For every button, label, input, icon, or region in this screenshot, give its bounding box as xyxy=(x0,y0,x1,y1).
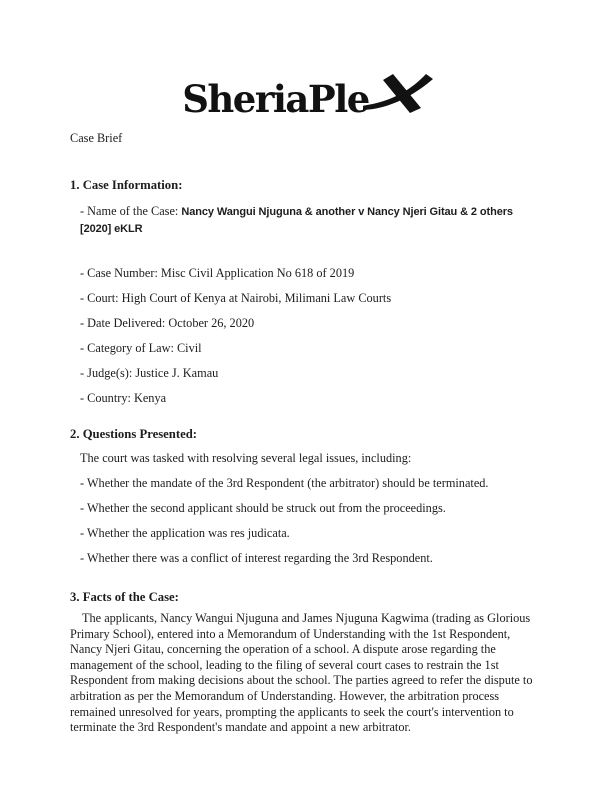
judges-line: - Judge(s): Justice J. Kamau xyxy=(80,366,219,380)
question-line-4: - Whether there was a conflict of interest regarding the 3rd Respondent. xyxy=(80,551,433,565)
question-line-1: - Whether the mandate of the 3rd Respondent (the arbitrator) should be terminated. xyxy=(80,476,489,490)
question-line-3: - Whether the application was res judicata. xyxy=(80,526,290,540)
sheriaplex-logo xyxy=(70,74,545,121)
country-line: - Country: Kenya xyxy=(80,391,167,405)
question-line-2: - Whether the second applicant should be struck out from the proceedings. xyxy=(80,501,446,515)
logo-x-icon xyxy=(363,71,433,117)
case-name-label: - Name of the Case: xyxy=(80,204,182,218)
case-number-line: - Case Number: Misc Civil Application No 618 of 2019 xyxy=(80,266,355,280)
case-information-heading: 1. Case Information: xyxy=(70,178,183,192)
section-facts-of-the-case xyxy=(70,589,545,736)
court-line: - Court: High Court of Kenya at Nairobi, Milimani Law Courts xyxy=(80,291,392,305)
questions-intro-line: The court was tasked with resolving several legal issues, including: xyxy=(80,451,412,465)
section-questions-presented xyxy=(70,426,545,566)
date-delivered-line: - Date Delivered: October 26, 2020 xyxy=(80,316,255,330)
questions-presented-heading: 2. Questions Presented: xyxy=(70,427,197,441)
section-case-information xyxy=(70,177,545,406)
facts-paragraph: The applicants, Nancy Wangui Njuguna and James Njuguna Kagwima (trading as Glorious Primary School), entered into a Memorandum of Understanding with the 1st Respondent, Nancy Njeri Gitau, concerning the operation of a school. A dispute arose regarding the management of the school, leading to the filing of several court cases to restrain the 1st Respondent from making decisions about the school. The parties agreed to refer the dispute to arbitration as per the Memorandum of Understanding. However, the arbitration process remained unresolved for years, prompting the applicants to seek the court's intervention to terminate the 3rd Respondent's mandate and appoint a new arbitrator. xyxy=(70,611,533,735)
facts-heading: 3. Facts of the Case: xyxy=(70,590,179,604)
doc-type-label: Case Brief xyxy=(70,131,123,145)
case-name-value: Nancy Wangui Njuguna & another v Nancy Njeri Gitau & 2 others [2020] eKLR xyxy=(80,206,513,235)
logo-wordmark: SheriaPle xyxy=(182,77,369,121)
category-of-law-line: - Category of Law: Civil xyxy=(80,341,202,355)
case-name-line xyxy=(70,203,545,237)
